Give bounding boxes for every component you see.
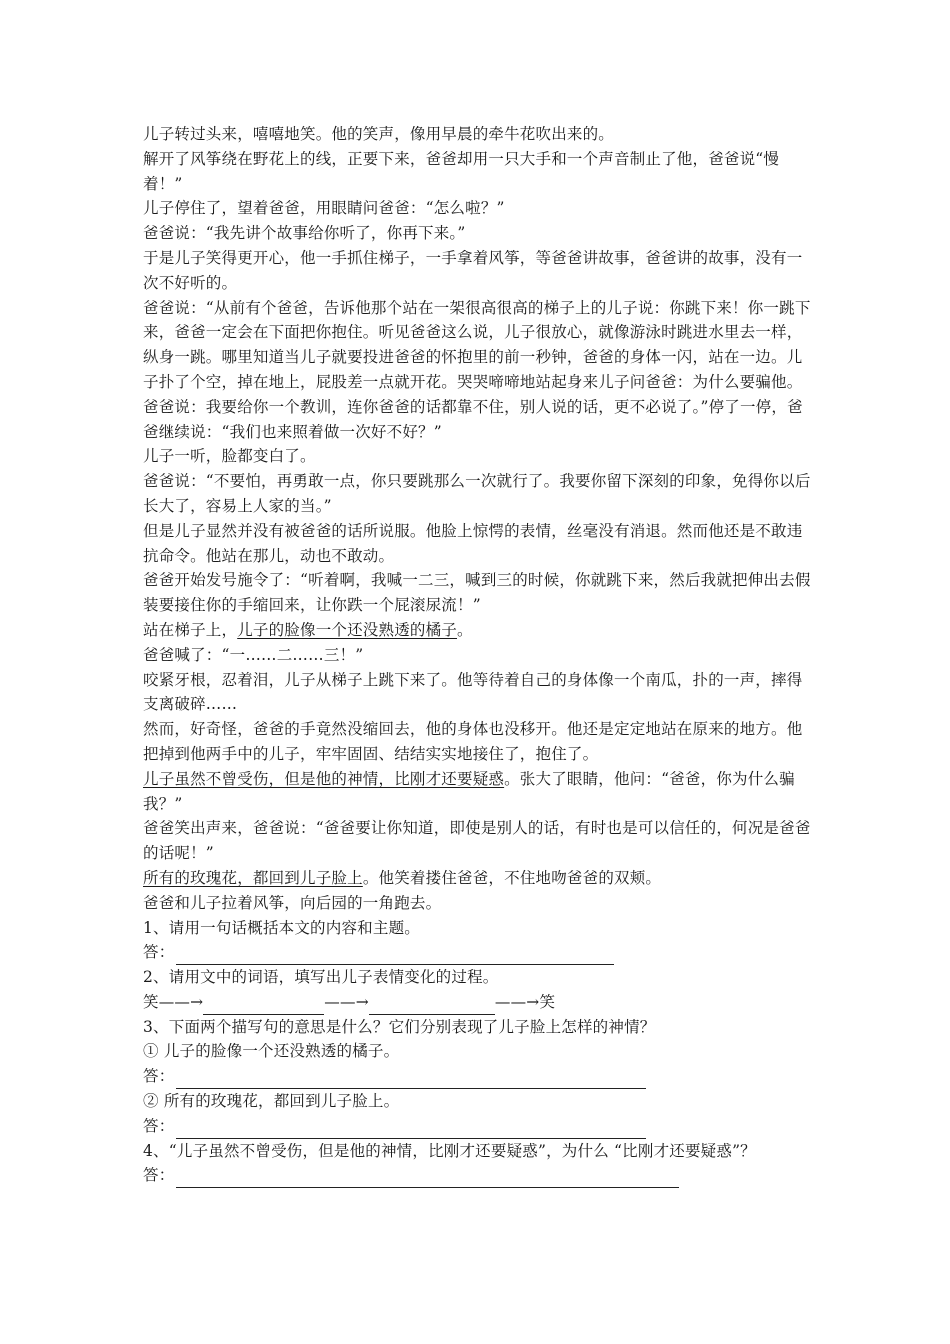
answer-row-1 xyxy=(143,940,813,965)
answer-blank-3a[interactable] xyxy=(176,1070,646,1089)
story-paragraph: 然而，好奇怪，爸爸的手竟然没缩回去，他的身体也没移开。他还是定定地站在原来的地方。他把掉到他两手中的儿子，牢牢固固、结结实实地接住了，抱住了。 xyxy=(143,720,803,763)
chain-start: 笑——→ xyxy=(143,992,204,1011)
answer-label: 答： xyxy=(143,1166,175,1185)
ladder-suffix: 。 xyxy=(457,620,473,639)
story-paragraph: 于是儿子笑得更开心，他一手抓住梯子，一手拿着风筝，等爸爸讲故事，爸爸讲的故事，没有一次不好听的。 xyxy=(143,248,803,292)
story-paragraph: 爸爸开始发号施令了：“听着啊，我喊一二三，喊到三的时候，你就跳下来，然后我就把伸出去假装要接住你的手缩回来，让你跌一个屁滚尿流！” xyxy=(143,571,811,615)
question-3: 3、下面两个描写句的意思是什么？它们分别表现了儿子脸上怎样的神情？ xyxy=(143,1017,656,1036)
question-3a: ① 儿子的脸像一个还没熟透的橘子。 xyxy=(143,1042,400,1061)
answer-row-4 xyxy=(143,1163,813,1188)
doubt-suffix: 。张大了眼睛，他问：“爸爸，你为什么骗我？” xyxy=(143,769,795,813)
story-paragraph: 但是儿子显然并没有被爸爸的话所说服。他脸上惊愕的表情，丝毫没有消退。然而他还是不敢违抗命令。他站在那儿，动也不敢动。 xyxy=(143,521,803,565)
chain-arrow: ——→ xyxy=(494,992,540,1011)
answer-blank-4[interactable] xyxy=(176,1169,679,1188)
story-paragraph: 爸爸说：“不要怕，再勇敢一点，你只要跳那么一次就行了。我要你留下深刻的印象，免得你以后长大了，容易上人家的当。” xyxy=(143,472,811,515)
answer-blank-3b[interactable] xyxy=(176,1120,646,1139)
answer-label: 答： xyxy=(143,943,175,962)
story-paragraph: 咬紧牙根，忍着泪，儿子从梯子上跳下来了。他等待着自己的身体像一个南瓜，扑的一声，摔得支离破碎…… xyxy=(143,670,803,714)
ladder-prefix: 站在梯子上， xyxy=(143,620,238,639)
story-paragraph: 爸爸喊了：“一……二……三！” xyxy=(143,645,364,664)
doubt-paragraph xyxy=(143,767,813,817)
rose-suffix: 。他笑着搂住爸爸，不住地吻爸爸的双颊。 xyxy=(362,868,662,887)
ending-paragraph: 爸爸和儿子拉着风筝，向后园的一角跑去。 xyxy=(143,893,442,912)
question-4: 4、“儿子虽然不曾受伤，但是他的神情，比刚才还要疑惑”，为什么 “比刚才还要疑惑”？ xyxy=(143,1141,756,1160)
story-paragraph: 解开了风筝绕在野花上的线，正要下来，爸爸却用一只大手和一个声音制止了他，爸爸说“慢着！” xyxy=(143,149,780,193)
underlined-sentence-orange: 儿子的脸像一个还没熟透的橘子 xyxy=(237,620,458,639)
question-1: 1、请用一句话概括本文的内容和主题。 xyxy=(143,918,420,937)
chain-blank-2[interactable] xyxy=(369,996,495,1015)
answer-label: 答： xyxy=(143,1116,175,1135)
expression-chain xyxy=(143,990,813,1015)
underlined-sentence-doubt: 儿子虽然不曾受伤，但是他的神情，比刚才还要疑惑 xyxy=(143,769,505,788)
ladder-paragraph xyxy=(143,618,813,643)
question-2: 2、请用文中的词语，填写出儿子表情变化的过程。 xyxy=(143,968,499,987)
document-page xyxy=(143,122,813,1188)
chain-arrow: ——→ xyxy=(324,992,369,1011)
chain-blank-1[interactable] xyxy=(203,996,324,1015)
answer-label: 答： xyxy=(143,1067,175,1086)
rose-paragraph xyxy=(143,866,813,891)
story-paragraph: 爸爸说：“从前有个爸爸，告诉他那个站在一架很高很高的梯子上的儿子说：你跳下来！你一跳下来，爸爸一定会在下面把你抱住。听见爸爸这么说，儿子很放心，就像游泳时跳进水里去一样，纵身一跳。哪里知道当儿子就要投进爸爸的怀抱里的前一秒钟，爸爸的身体一闪，站在一边。儿子扑了个空，掉在地上，屁股差一点就开花。哭哭啼啼地站起身来儿子问爸爸：为什么要骗他。爸爸说：我要给你一个教训，连你爸爸的话都靠不住，别人说的话，更不必说了。”停了一停，爸爸继续说：“我们也来照着做一次好不好？” xyxy=(143,298,811,441)
story-paragraph: 爸爸说：“我先讲个故事给你听了，你再下来。” xyxy=(143,224,466,243)
chain-end: 笑 xyxy=(539,992,556,1011)
question-3b: ② 所有的玫瑰花，都回到儿子脸上。 xyxy=(143,1092,400,1111)
story-paragraph: 儿子转过头来，嘻嘻地笑。他的笑声，像用早晨的牵牛花吹出来的。 xyxy=(143,125,615,143)
answer-blank-1[interactable] xyxy=(176,946,614,965)
underlined-sentence-rose: 所有的玫瑰花，都回到儿子脸上 xyxy=(143,868,363,887)
story-paragraph: 爸爸笑出声来，爸爸说：“爸爸要让你知道，即使是别人的话，有时也是可以信任的，何况是爸爸的话呢！” xyxy=(143,819,811,863)
story-paragraph: 儿子一听，脸都变白了。 xyxy=(143,447,316,466)
answer-row-3a xyxy=(143,1064,813,1089)
answer-row-3b xyxy=(143,1114,813,1139)
story-paragraph: 儿子停住了，望着爸爸，用眼睛问爸爸：“怎么啦？” xyxy=(143,199,505,218)
